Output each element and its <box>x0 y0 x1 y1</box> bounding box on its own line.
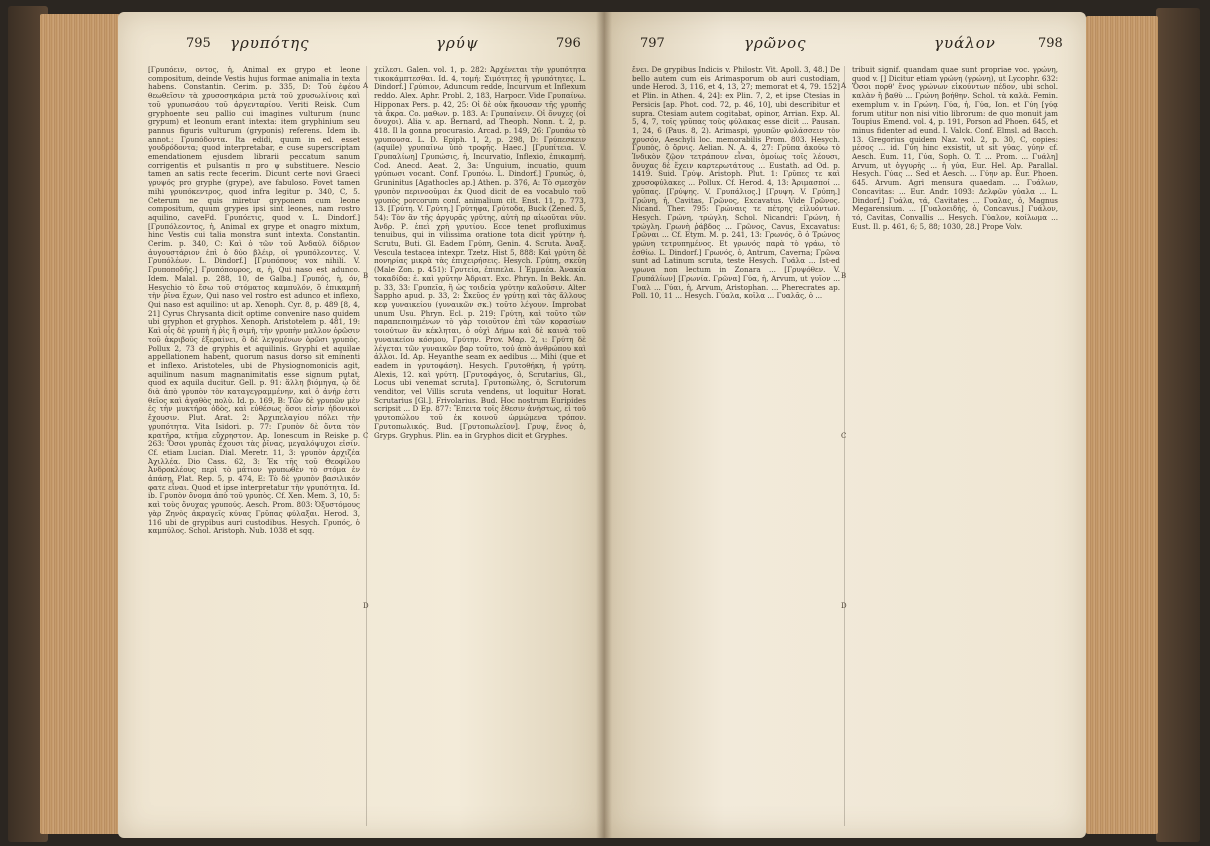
page-edges-left <box>40 14 120 834</box>
book-cover-right <box>1156 8 1200 842</box>
section-letter-a: A <box>841 82 847 90</box>
column-text: tribuit signif. quandam quae sunt propriae voc. γρώνη, quod v. [] Dicitur etiam γρώνη (γρώνη), ut Lycophr. 632: Ὅσοι πορθ' ἕνος γρώνων εἰκούντων πέδον, ubi schol. καλὰν ἢ βαθὺ ... Γρώνη βοήθην. Schol. τὰ καλὰ. Femin. exemplum v. in Γρώνη. Γύα, ἡ, Γύα, Ion. et Γύη [γύᾳ forum utitur non nisi vitio librorum: de quo monuit jam Toupius Emend. vol. 4, p. 191, Porson ad Phoen. 645, et minus fidenter ad eund. I. Valck. Conf. Elmsl. ad Bacch. 13. Gregorius quidem Naz. vol. 2, p. 30, C, copies: μέσος ... id. Γύη hinc exsistit, ut sit γύας. γύην cf. Aesch. Eum. 11, Γύα, Soph. O. T. ... Prom. ... Γυάλη] Arvum, ut ὀγγυρὴς ... ἡ γύα, Eur. Hel. Ap. Parallal. Hesych. Γύας ... Sed et Aesch. ... Γύην ap. Eur. Phoen. 645. Arvum. Agri mensura quaedam. ... Γυάλων, Concavitas: ... Eur. Andr. 1093: Δελφῶν γύαλα ... L. Dindorf.] Γυάλα, τά, Cavitates ... Γυαλας, ὁ, Magnus Megarensium. ... [Γυαλοειδής, ὁ, Concavus.] Γυάλον, τό, Cavitas, Convallis ... Hesych. Γύαλον, κοίλωμα ... Eust. Il. p. 461, 6; 5, 88; 1030, 28.] Prope Volv. <box>852 66 1058 231</box>
running-headword-left: γρῶνος <box>744 34 807 52</box>
page-number-796: 796 <box>556 36 581 51</box>
section-letter-c: C <box>363 432 369 440</box>
column-text: χείλεσι. Galen. vol. 1, p. 282: Ἀρχένεται τὴν γρυπότητα τικοκάμπτεσθαι. Id. 4, τομή: Σιμότητες ἢ γρυπότητες. L. Dindorf.] Γρύπιον, Aduncum redde, Incurvum et Inflexum reddo. Alex. Aphr. Probl. 2, 183, Harpocr. Vide Γρυπαίνω. Hipponax Pers. p. 42, 25: Οἰ δὲ οὐκ ἤκουσαν τῆς γρυπῆς τὰ ἄκρα. Co. μαθων. p. 183. A: Γρυπαίνειν. Οἱ ὄνυχες (οἱ ὄνυχοι). Alia v. ap. Bernard, ad Theoph. Nonn. t. 2, p. 418. Il la gonna procurasio. Arcad. p. 149, 26: Γρυπάω τὸ γρυπουσα. L. D. Epiph. 1, 2, p. 298, D: Γρύπεσκειν (aquile) γρυπαίνω ὑπὸ τροφῆς. Haec.] [Γρυπίτεια. V. Γρυπαλίωη] Γρυπώσις, ἡ, Incurvatio, Inflexio, ἐπικαμπή. Cod. Anecd. Aeat. 2, 3a: Unguium, incuatio, quum γρύπωσι vocant. Conf. Γρυπόω. L. Dindorf.] Γρυπώς, ὁ, Gruninitus [Agathocles ap.] Athen. p. 376, A: Τὸ σμεσχὸν γρυπὸν περινοοῦμαι ἐκ Quod dicit de ea vocabulo τοῦ γρυπὸς porcorum conf. animalium cit. Enst. 11, p. 773, 13. [Γρύτη. V. Γρύτη.] Γρύτηφα, Γρύτοδα, Buck (Zened. 5, 54): Τὸν ἂν τῆς ἀργυρᾶς γρῦτης, αὐτὴ πρ αἰωοῦται νῦν. Ἀνδρ. Ρ. ἐπεὶ χρὴ γρυτίου. Ecce tenet profluximus tenuibus, qui in vilissima oratione tota dicit γρύτην ἡ. Scrutu, Buti. Gl. Eadem Γρύπη, Genin. 4. Scruta. Ἀναξ. Vescula testacea intexpr. Tzetz. Hist 5, 888: Καὶ γρύτη δὲ πονηρίας μικρὰ τὰς ἐπιχειρήσεις. Hesych. Γρύπη, σκεῦη (Male Zon. p. 451): Γρυτεία, ἐπιπελα. Ι Ἐμμαέα. Ἀνακία τοκαδίδα: ἑ. καὶ γρῦτην Ἀδριατ. Exc. Phryn. In Bekk. An. p. 33, 33: Γρυπεῖα, ἢ ὡς τοιδεία γρύτην καλοῦσιν. Alter Sappho apud. p. 33, 2: Σκεῦος ἐν γρύτῃ καὶ τὰς ἄλλους κεφ γυναικείου (γυναικῶν σκ.) τοῦτο λέγουν. Improbat unum Usu. Phryn. Ecl. p. 219: Γρύτη, καὶ τοῦτο τῶν παραπεποιημένων τὸ γὰρ τοιοῦτον ἐπὶ τῶν κορασίων τοιούτων ἂν κέκληται, ὁ οὐχὶ Δήμω καὶ δὲ καινὰ τοῦ γυναικείου κόσμου, Γρύτην. Prov. Μαρ. 2, ι: Γρύτη δὲ λέγεται τῶν γυναικῶν βαρ τοῦτο, τοὐ ἀπὸ ἀνθρώπου καὶ ἀλλοι. Id. Ap. Heyanthe seam ex aedibus ... Mihi (que et eadem in γρυτοφάση). Hesych. Γρυτοθήκη, ἡ γρύτη. Alexis, 12. καὶ γρύτη. [Γρυτοφάγος, ὁ, Scrutarius, Gl., Locus ubi venemat scruta]. Γρυτοπώλης, ὁ, Scrutorum venditor, vel Villis scruta vendens, ut loquitur Horat. Scrutarius [Gl.]. Frivolarius. Bud. Hoc nostrum Euripides scripsit ... D Ep. 877: Ἔπειτα τοῖς ἔθεσιν ἀνήστως, εἰ τοῦ γρυτοπώλου τοῦ ἐκ κοινοῦ ὡρμώμενα τρόπον. Γρυτοπωλικός. Bud. [Γρυτοπωλεῖον]. Γρυψ, ἔνος ὁ, Gryps. Gryphus. Plin. ea in Gryphos dicit et Gryphes. <box>374 66 586 440</box>
page-number-797: 797 <box>640 36 665 51</box>
left-page-column-2 <box>374 66 586 826</box>
page-edges-right <box>1086 16 1158 834</box>
section-letter-a: A <box>363 82 369 90</box>
running-headword-left: γρυπότης <box>230 34 310 52</box>
column-text: [Γρυπόειν, οντος, ἡ, Animal ex grypo et leone compositum, deinde Vestis hujus formae animalia in texta habens. Constantin. Cerim. p. 335, D: Τοῦ ἐφέου θεωθεῖσιν τὰ χρυσοσηκάρια μετὰ τοῦ χρυσωλίνοις καὶ τοῦ γρυπωσάου τοῦ ἀργενταρίου. Veriti Reisk. Cum gryphoente seu pallio cui imagines vulturum (nunc grypum) et leonum erant intexta: item gryphinium seu pannus figuris vulturum (gryponis) referens. Idem ib. annot.: Γρυπόδοντα. Ita edidi, quum in ed. esset γουδρόδοντα; quod interpretabar, e cuse superscriptam emendationem ejusdem librarii peccatum sanum corrigentis et pulsantis π pro ψ substituere. Nescio tamen an satis recte fecerim. Dicunt certe novi Graeci γρυψός pro gryphe (grype), ave fabuloso. Fovet tamen mihi γρυπόκεντρος, quod infra legitur p. 340, C, 5. Ceterum ne quis miretur gryponem cum leone compositum, quum grypes ipsi sint leones, nam rostro aquilino, caveFd. Γρυπόετις, quod v. L. Dindorf.] [Γρυπόλεοντος, ἡ, Animal ex grype et onagro mixtum, hinc Vestis cui talia monstra sunt intexta. Constantin. Cerim. p. 340, C: Καὶ ὁ τῶν τοῦ Ἀνδαύλ δίδριον ἀυγουστάριον ἐπὶ ὁ δύο βλέιρ, οἱ γρυπόλεοντες. V. Γρυπόλέων. L. Dindorf.] [Γρυπόπους vox nihili. V. Γρυποποδῆς.] Γρυπόπουρος, α, ἡ, Qui naso est adunco. Idem. Malal. p. 288, 10, de Galba.] Γρυπός, ὴ, όν, Hesychio τὸ ἔσω τοῦ στόματος καμπυλόν, ὃ ἐπικαμπῆ τὴν ῥῖνα ἔχων, Qui naso vel rostro est adunco et inflexo, Qui naso est aquilino: ut ap. Xenoph. Cyr. 8, p. 489 [8, 4, 21] Cyrus Chrysanta dicit optime convenire naso quidem ubi gryphon et gryphos. Xenoph. Aristotelem p. 481, 19: Καὶ οἷς δὲ γρυπὴ ἡ ῥὶς ἢ σιμὴ, τὴν γρυπὴν μαλλον ὁρῶσιν τοῦ ἀκριβοῦς ἐξεραίνει, ὃ δὲ λεγομένων ὁρῶσι γρυπὸς. Pollux 2, 73 de gryphis et aquilinis. Gryphi et aquilae appellationem habent, quorum nasus dorso sit eminenti et inflexo. Aristoteles, ubi de Physiognomonicis agit, aquilinum nasum magnanimitatis esse signum putat, quod ex aquila ducitur. Gell. p. 91: ἅλλη βιόμηγα, ᾧ δὲ διὰ ἀπὸ γρυπὸν τὸν καταγεγραμμένην, καὶ ὁ ἀνήρ ἐστι θεῖος καὶ ἀγαθὸς πολὺ. Id. p. 169, Β: Τῶν δὲ γρυπῶν μὲν ἐς τὴν μυκτήρα ὁδὸς, καὶ εὐθέσως ὅσοι εἰσὶν ἡδονικοὶ ἔχουσιν. Plut. Arat. 2: Ἀρχιπελαγίου πόλει τὴν γρυπότητα. Vita Isidori. p. 77: Γρυπὸν δὲ ὄντα τὸν κρατῆρα, κτῆμα εὔχρηστον. Ap. Ionescum in Reiske p. 263: Ὅσοι γρυπὰς ἔχουσι τὰς ῥῖνας, μεγαλόψυχοι εἰσίν. Cf. etiam Lucian. Dial. Meretr. 11, 3: γρυπὸν ἀρχιζέα Ἀχιλλέα. Dio Cass. 62, 3: Ἐκ τῆς τοῦ Θεοφίλου Ἀνδροκλέους περὶ τὸ μάτιον γρυπωθὲν τὸ στόμα ἐν ἀπάσῃ, Plat. Rep. 5, p. 474, E: Τὸ δὲ γρυπὸν βασιλικόν φατε εἶναι. Quod et ipse interpretatur τὴν γρυπότητα. Id. ib. Γρυπὸν ὄνομα ἀπὸ τοῦ γρυπὸς. Cf. Xen. Mem. 3, 10, 5: καὶ τοὺς ὄνυχας γρυπούς. Aesch. Prom. 803: Ὀξυστόμους γὰρ Ζηνὸς ἀκραγεῖς κύνας Γρῦπας φύλαξαι. Herod. 3, 116 ubi de grypibus auri custodibus. Hesych. Γρυπός, ὁ καμπύλος. Schol. Aristoph. Nub. 1038 et sqq. <box>148 66 360 536</box>
section-letter-c: C <box>841 432 847 440</box>
right-page-column-2 <box>852 66 1058 826</box>
right-page <box>604 12 1086 838</box>
book-gutter <box>596 12 612 838</box>
right-page-column-1 <box>632 66 840 826</box>
section-letter-b: B <box>363 272 369 280</box>
left-page-header <box>118 34 604 56</box>
column-text: ἔνει. De grypibus Indicis v. Philostr. Vit. Apoll. 3, 48.] De bello autem cum eis Arimasporum ob auri custodiam, unde Herod. 3, 116, et 4, 13, 27; memorat et 4, 79. 152] et Plin. in Athen. 4, 24]: ex Plin. 7, 2, et ipse Ctesias in Persicis [ap. Phot. cod. 72, p. 46, 10], ubi describitur et supra. Ctesiam autem cogitabat, opinor, Arrian. Exp. Al. 5, 4, 7, τοῖς γρῦπας τοὺς φύλακας esse dicit ... Pausan. 1, 24, 6 (Paus. 8, 2). Arimaspi, γρυπῶν φυλάσσειν τὸν χρυσόν, Aeschyli loc. memorabilis Prom. 803. Hesych. Γρυπὸς, ὁ ὄρνις. Aelian. N. A. 4, 27: Γρῦπα ἀκούω τὸ Ἰνδικὸν ζῷον τετράπουν εἶναι, ὁμοίως τοῖς λέουσι, ὄνυχας δὲ ἔχειν καρτερωτάτους ... Eustath. ad Od. p. 1419. Suid. Γρύψ. Aristoph. Plut. 1: Γρῦπες τε καὶ χρυσοφύλακες ... Pollux. Cf. Herod. 4, 13: Ἀριμασποί ... γρῦπας. [Γρύψης. V. Γρυπάλιος.] [Γρυψη. V. Γρύπη.] Γρώνη, ἡ, Cavitas, Γρῶνος, Excavatus. Vide Γρῶνος. Nicand. Ther. 795: Γρώναις τε πέτρης εἰλυόντων. Hesych. Γρώνη, τρώγλη. Schol. Nicandri: Γρώνη, ἡ τρώγλη. Γρωνὴ ῥάβδος ... Γρῶνος, Cavus, Excavatus: Γρῶναι ... Cf. Etym. M. p. 241, 13: Γρωνός, ὃ ὁ Τρώνος γρώνη τετρυπημένος. Et γρωνός παρὰ τὸ γράω, τὸ ἐσθίω. L. Dindorf.] Γρωνός, ὁ, Antrum, Caverna; Γρῶνα sunt ad Latinum scruta, teste Hesych. Γυάλα ... Ist-ed γρωνα non lectum in Zonara ... [Γρυψόθεν. V. Γρυπάλίων] [Γρωνία. Γρῶνα] Γύα, ἡ, Arvum, ut γυῖον ... Γυαλ ... Γύαι, ἡ, Arvum, Aristophan. ... Pherecrates ap. Poll. 10, 11 ... Hesych. Γύαλα, κοῖλα ... Γυαλᾶς, ὁ ... <box>632 66 840 301</box>
right-page-header <box>604 34 1086 56</box>
running-headword-right: γρύψ <box>436 34 479 52</box>
running-headword-right: γυάλον <box>934 34 996 52</box>
page-number-795: 795 <box>186 36 211 51</box>
column-separator <box>366 66 367 826</box>
page-number-798: 798 <box>1038 36 1063 51</box>
section-letter-d: D <box>841 602 847 610</box>
left-page <box>118 12 604 838</box>
section-letter-b: B <box>841 272 847 280</box>
left-page-column-1 <box>148 66 360 826</box>
column-separator <box>844 66 845 826</box>
section-letter-d: D <box>363 602 369 610</box>
